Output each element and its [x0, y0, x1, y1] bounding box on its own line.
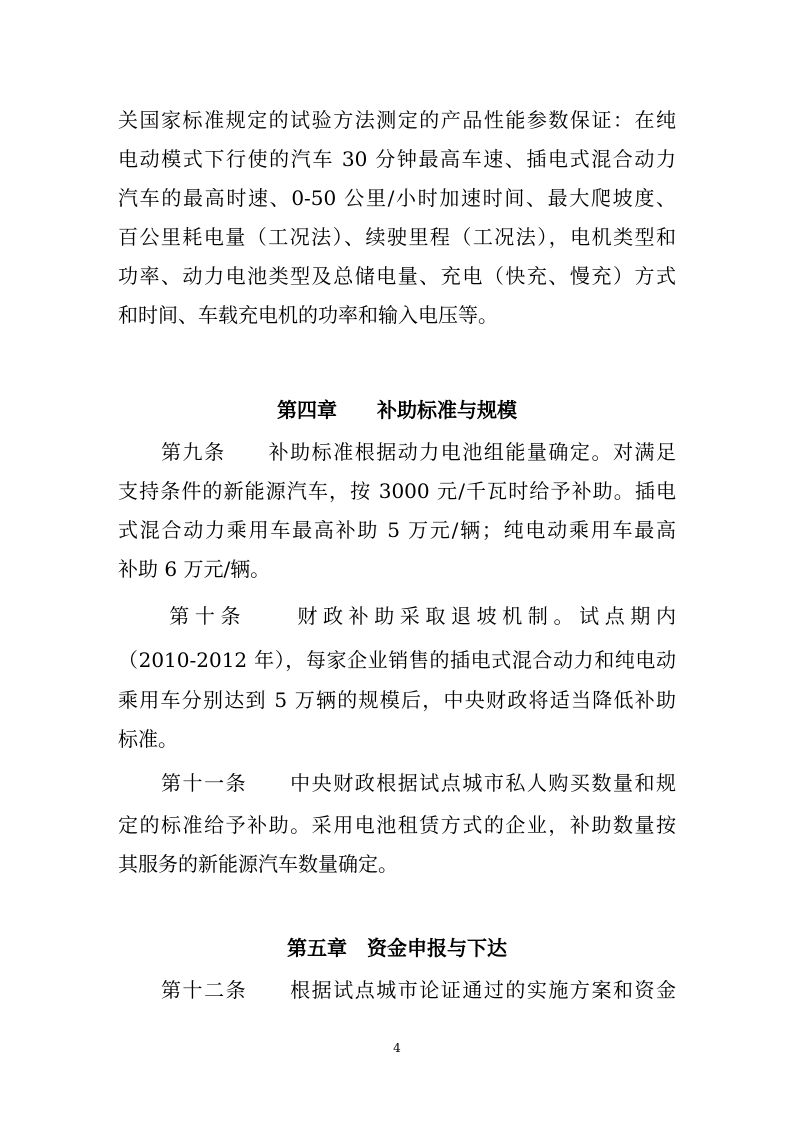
chapter-4-heading: 第四章 补助标准与规模 — [277, 398, 517, 422]
article-10-line-1: 第十条 财政补助采取退坡机制。试点期内 — [118, 604, 676, 628]
article-10-line-3: 乘用车分别达到 5 万辆的规模后，中央财政将适当降低补助 — [118, 688, 676, 712]
intro-line-5: 功率、动力电池类型及总储电量、充电（快充、慢充）方式 — [118, 264, 676, 288]
article-12-line-1: 第十二条 根据试点城市论证通过的实施方案和资金 — [118, 978, 676, 1002]
intro-line-4: 百公里耗电量（工况法）、续驶里程（工况法），电机类型和 — [118, 225, 676, 249]
article-10-line-2: （2010-2012 年），每家企业销售的插电式混合动力和纯电动 — [118, 648, 676, 672]
article-9-line-1: 第九条 补助标准根据动力电池组能量确定。对满足 — [118, 440, 676, 464]
article-10-line-4: 标准。 — [118, 727, 178, 751]
article-11-line-3: 其服务的新能源汽车数量确定。 — [118, 852, 398, 876]
article-9-line-3: 式混合动力乘用车最高补助 5 万元/辆；纯电动乘用车最高 — [118, 518, 676, 542]
intro-line-3: 汽车的最高时速、0-50 公里/小时加速时间、最大爬坡度、 — [118, 186, 676, 210]
intro-line-1: 关国家标准规定的试验方法测定的产品性能参数保证：在纯 — [118, 108, 676, 132]
intro-line-6: 和时间、车载充电机的功率和输入电压等。 — [118, 303, 498, 327]
article-9-line-4: 补助 6 万元/辆。 — [118, 557, 271, 581]
intro-line-2: 电动模式下行使的汽车 30 分钟最高车速、插电式混合动力 — [118, 147, 676, 171]
chapter-5-heading: 第五章 资金申报与下达 — [287, 936, 507, 960]
article-11-line-1: 第十一条 中央财政根据试点城市私人购买数量和规 — [118, 771, 676, 795]
article-9-line-2: 支持条件的新能源汽车，按 3000 元/千瓦时给予补助。插电 — [118, 479, 676, 503]
page-number: 4 — [393, 1041, 401, 1055]
article-11-line-2: 定的标准给予补助。采用电池租赁方式的企业，补助数量按 — [118, 813, 676, 837]
